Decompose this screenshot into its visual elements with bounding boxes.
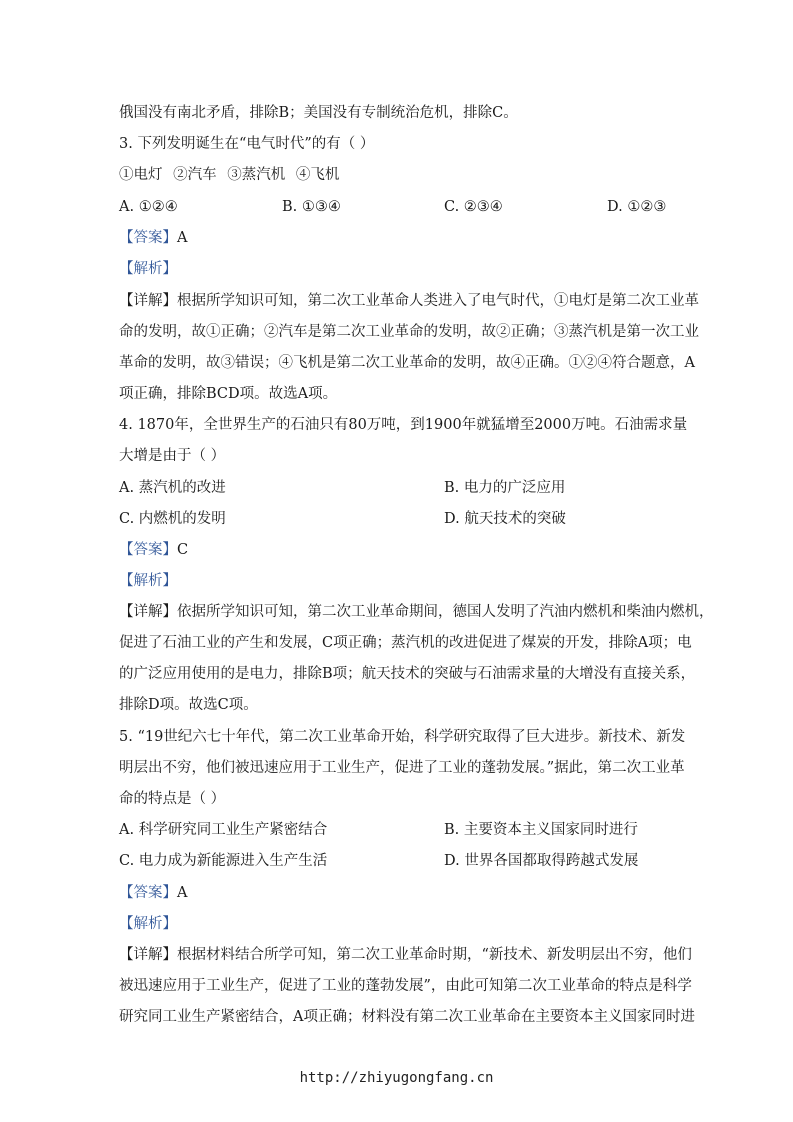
- q3-detail-line-4: 项正确，排除BCD项。故选A项。: [119, 386, 338, 402]
- q4-option-c: C. 内燃机的发明: [119, 511, 226, 527]
- q5-stem-line-2: 明层出不穷，他们被迅速应用于工业生产，促进了工业的蓬勃发展。”据此，第二次工业革: [119, 760, 685, 776]
- detail-tag: 【详解】: [119, 604, 177, 620]
- q4-detail-line-1: 【详解】依据所学知识可知，第二次工业革命期间，德国人发明了汽油内燃机和柴油内燃机，: [119, 604, 714, 620]
- q4-detail-line-3: 的广泛应用使用的是电力，排除B项；航天技术的突破与石油需求量的大增没有直接关系，: [119, 666, 696, 682]
- q4-detail-line-2: 促进了石油工业的产生和发展，C项正确；蒸汽机的改进促进了煤炭的开发，排除A项；电: [119, 635, 692, 651]
- q3-detail-line-1: 【详解】根据所学知识可知，第二次工业革命人类进入了电气时代，①电灯是第二次工业革: [119, 293, 699, 309]
- q5-detail-line-3: 研究同工业生产紧密结合，A项正确；材料没有第二次工业革命在主要资本主义国家同时进: [119, 1009, 695, 1025]
- q4-option-a: A. 蒸汽机的改进: [119, 480, 226, 496]
- answer-value: A: [177, 230, 188, 246]
- q3-option-d: D. ①②③: [607, 199, 667, 215]
- q4-detail-line-4: 排除D项。故选C项。: [119, 697, 258, 713]
- answer-tag: 【答案】: [119, 230, 177, 246]
- q3-option-c: C. ②③④: [444, 199, 503, 215]
- footer-url[interactable]: http://zhiyugongfang.cn: [299, 1070, 494, 1086]
- q3-detail-line-3: 革命的发明，故③错误；④飞机是第二次工业革命的发明，故④正确。①②④符合题意，A: [119, 355, 695, 371]
- q4-analysis-tag: 【解析】: [119, 573, 177, 589]
- q5-stem-line-1: 5. “19世纪六七十年代，第二次工业革命开始，科学研究取得了巨大进步。新技术、新发: [119, 729, 686, 745]
- q5-option-b: B. 主要资本主义国家同时进行: [444, 822, 638, 838]
- answer-value: A: [177, 885, 188, 901]
- q3-items: ①电灯 ②汽车 ③蒸汽机 ④飞机: [119, 167, 340, 183]
- q5-option-d: D. 世界各国都取得跨越式发展: [444, 853, 639, 869]
- detail-tag: 【详解】: [119, 293, 177, 309]
- q5-detail-line-2: 被迅速应用于工业生产，促进了工业的蓬勃发展”，由此可知第二次工业革命的特点是科学: [119, 978, 692, 994]
- q4-stem-line-2: 大增是由于（ ）: [119, 448, 226, 464]
- q5-answer: [119, 883, 187, 903]
- q3-stem: 3. 下列发明诞生在“电气时代”的有（ ）: [119, 136, 375, 152]
- q5-detail-line-1: 【详解】根据材料结合所学可知，第二次工业革命时期，“新技术、新发明层出不穷，他们: [119, 947, 692, 963]
- q4-stem-line-1: 4. 1870年，全世界生产的石油只有80万吨，到1900年就猛增至2000万吨。石油需求量: [119, 417, 688, 433]
- q3-detail-line-2: 命的发明，故①正确；②汽车是第二次工业革命的发明，故②正确；③蒸汽机是第一次工业: [119, 324, 699, 340]
- q3-option-a: A. ①②④: [119, 199, 178, 215]
- continuation-line: 俄国没有南北矛盾，排除B；美国没有专制统治危机，排除C。: [119, 105, 518, 121]
- answer-tag: 【答案】: [119, 885, 177, 901]
- q5-analysis-tag: 【解析】: [119, 916, 177, 932]
- detail-tag: 【详解】: [119, 947, 177, 963]
- q3-option-b: B. ①③④: [282, 199, 341, 215]
- q4-option-d: D. 航天技术的突破: [444, 511, 566, 527]
- q5-option-c: C. 电力成为新能源进入生产生活: [119, 853, 328, 869]
- answer-value: C: [177, 542, 189, 558]
- q3-answer: [119, 228, 187, 248]
- q5-option-a: A. 科学研究同工业生产紧密结合: [119, 822, 328, 838]
- answer-tag: 【答案】: [119, 542, 177, 558]
- q5-stem-line-3: 命的特点是（ ）: [119, 791, 226, 807]
- q4-answer: [119, 540, 188, 560]
- q3-analysis-tag: 【解析】: [119, 261, 177, 277]
- q4-option-b: B. 电力的广泛应用: [444, 480, 566, 496]
